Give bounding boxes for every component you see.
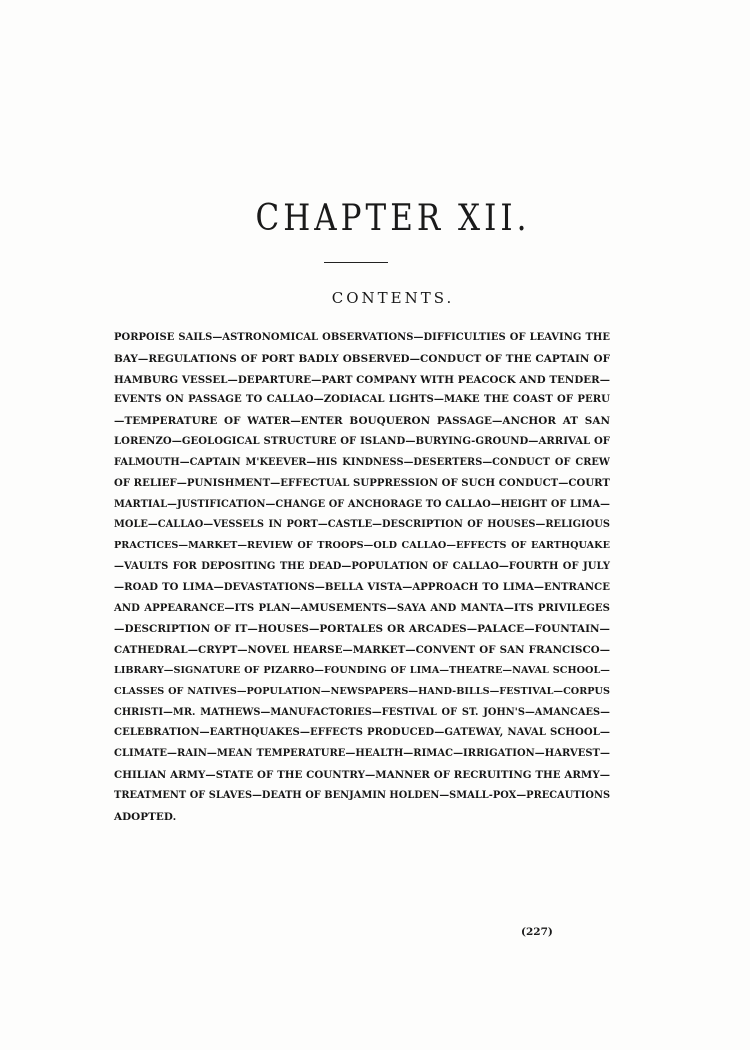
contents-line: BAY—REGULATIONS OF PORT BADLY OBSERVED—CONDUCT OF THE CAPTAIN OF <box>114 352 610 365</box>
chapter-title: CHAPTER XII. <box>255 197 531 240</box>
contents-line: —VAULTS FOR DEPOSITING THE DEAD—POPULATION OF CALLAO—FOURTH OF JULY <box>114 560 610 572</box>
contents-line: CATHEDRAL—CRYPT—NOVEL HEARSE—MARKET—CONVENT OF SAN FRANCISCO— <box>114 644 610 657</box>
page-number: (227) <box>521 926 553 938</box>
contents-line: PORPOISE SAILS—ASTRONOMICAL OBSERVATIONS—DIFFICULTIES OF LEAVING THE <box>114 332 610 343</box>
contents-line: CELEBRATION—EARTHQUAKES—EFFECTS PRODUCED—GATEWAY, NAVAL SCHOOL— <box>114 727 610 739</box>
contents-line: CHILIAN ARMY—STATE OF THE COUNTRY—MANNER OF RECRUITING THE ARMY— <box>114 769 610 782</box>
contents-line-last: ADOPTED. <box>114 810 177 823</box>
contents-line: —TEMPERATURE OF WATER—ENTER BOUQUERON PASSAGE—ANCHOR AT SAN <box>114 415 610 428</box>
contents-line: TREATMENT OF SLAVES—DEATH OF BENJAMIN HOLDEN—SMALL-POX—PRECAUTIONS <box>114 789 611 801</box>
contents-line: AND APPEARANCE—ITS PLAN—AMUSEMENTS—SAYA AND MANTA—ITS PRIVILEGES <box>114 602 610 614</box>
contents-line: LIBRARY—SIGNATURE OF PIZARRO—FOUNDING OF LIMA—THEATRE—NAVAL SCHOOL— <box>114 665 610 676</box>
contents-heading: CONTENTS. <box>331 289 455 307</box>
contents-line: HAMBURG VESSEL—DEPARTURE—PART COMPANY WITH PEACOCK AND TENDER— <box>114 373 610 386</box>
contents-line: —ROAD TO LIMA—DEVASTATIONS—BELLA VISTA—APPROACH TO LIMA—ENTRANCE <box>114 581 610 593</box>
contents-line: CLASSES OF NATIVES—POPULATION—NEWSPAPERS—HAND-BILLS—FESTIVAL—CORPUS <box>114 685 610 697</box>
contents-line: MARTIAL—JUSTIFICATION—CHANGE OF ANCHORAGE TO CALLAO—HEIGHT OF LIMA— <box>114 498 610 510</box>
contents-summary <box>114 328 610 828</box>
contents-line: LORENZO—GEOLOGICAL STRUCTURE OF ISLAND—BURYING-GROUND—ARRIVAL OF <box>114 436 610 448</box>
title-divider-rule <box>324 262 388 263</box>
contents-line: EVENTS ON PASSAGE TO CALLAO—ZODIACAL LIGHTS—MAKE THE COAST OF PERU <box>114 394 610 406</box>
contents-line: PRACTICES—MARKET—REVIEW OF TROOPS—OLD CALLAO—EFFECTS OF EARTHQUAKE <box>114 540 610 552</box>
contents-line: CLIMATE—RAIN—MEAN TEMPERATURE—HEALTH—RIMAC—IRRIGATION—HARVEST— <box>114 748 610 760</box>
contents-line: CHRISTI—MR. MATHEWS—MANUFACTORIES—FESTIVAL OF ST. JOHN'S—AMANCAES— <box>114 706 610 718</box>
contents-line: FALMOUTH—CAPTAIN M'KEEVER—HIS KINDNESS—DESERTERS—CONDUCT OF CREW <box>114 456 610 468</box>
contents-line: —DESCRIPTION OF IT—HOUSES—PORTALES OR ARCADES—PALACE—FOUNTAIN— <box>114 623 610 636</box>
contents-line: OF RELIEF—PUNISHMENT—EFFECTUAL SUPPRESSION OF SUCH CONDUCT—COURT <box>114 477 610 489</box>
contents-line: MOLE—CALLAO—VESSELS IN PORT—CASTLE—DESCRIPTION OF HOUSES—RELIGIOUS <box>114 519 610 531</box>
